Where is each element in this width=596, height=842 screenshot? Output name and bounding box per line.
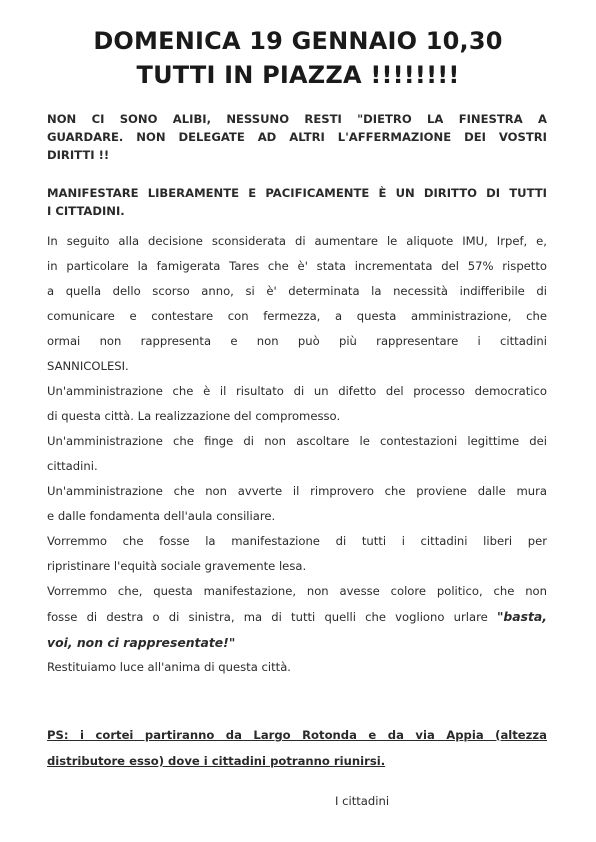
body-line: Un'amministrazione che finge di non ascoltare le contestazioni legittime dei — [47, 434, 547, 448]
signature: I cittadini — [335, 794, 390, 808]
title-date: DOMENICA 19 GENNAIO 10,30 — [93, 27, 503, 55]
intro-paragraph — [47, 110, 547, 164]
title-call: TUTTI IN PIAZZA !!!!!!!! — [136, 61, 460, 89]
slogan-end: voi, non ci rappresentate!" — [47, 635, 236, 650]
body-line — [47, 604, 547, 630]
body-line: ripristinare l'equità sociale gravemente lesa. — [47, 559, 307, 573]
body-line: comunicare e contestare con fermezza, a questa amministrazione, che — [47, 309, 547, 323]
ps-line: PS: i cortei partiranno da Largo Rotonda e da via Appia (altezza — [47, 728, 547, 742]
body-line: Un'amministrazione che non avverte il rimprovero che proviene dalle mura — [47, 484, 547, 498]
intro-line: NON CI SONO ALIBI, NESSUNO RESTI "DIETRO LA FINESTRA A — [47, 112, 547, 126]
body-line: Un'amministrazione che è il risultato di un difetto del processo democratico — [47, 384, 547, 398]
body-line: Vorremmo che, questa manifestazione, non avesse colore politico, che non — [47, 584, 547, 598]
body-line-text: fosse di destra o di sinistra, ma di tutti quelli che vogliono urlare — [47, 610, 488, 624]
body-line: In seguito alla decisione sconsiderata di aumentare le aliquote IMU, Irpef, e, — [47, 234, 547, 248]
rights-paragraph — [47, 184, 547, 220]
body-line: e dalle fondamenta dell'aula consiliare. — [47, 509, 276, 523]
rights-line: MANIFESTARE LIBERAMENTE E PACIFICAMENTE È UN DIRITTO DI TUTTI — [47, 186, 547, 200]
postscript — [47, 722, 547, 774]
ps-line: distributore esso) dove i cittadini potranno riunirsi. — [47, 754, 386, 768]
intro-line: DIRITTI !! — [47, 148, 110, 162]
slogan-start: "basta, — [496, 609, 548, 624]
rights-line: I CITTADINI. — [47, 204, 125, 218]
intro-line: GUARDARE. NON DELEGATE AD ALTRI L'AFFERMAZIONE DEI VOSTRI — [47, 130, 547, 144]
body-text — [47, 229, 547, 680]
body-line: a quella dello scorso anno, si è' determinata la necessità indifferibile di — [47, 284, 547, 298]
body-line: cittadini. — [47, 459, 98, 473]
body-line: SANNICOLESI. — [47, 359, 129, 373]
body-line: ormai non rappresenta e non può più rappresentare i cittadini — [47, 334, 547, 348]
body-line: Restituiamo luce all'anima di questa città. — [47, 660, 291, 674]
body-line: in particolare la famigerata Tares che è' stata incrementata del 57% rispetto — [47, 259, 547, 273]
body-line: Vorremmo che fosse la manifestazione di tutti i cittadini liberi per — [47, 534, 547, 548]
body-line: di questa città. La realizzazione del compromesso. — [47, 409, 341, 423]
